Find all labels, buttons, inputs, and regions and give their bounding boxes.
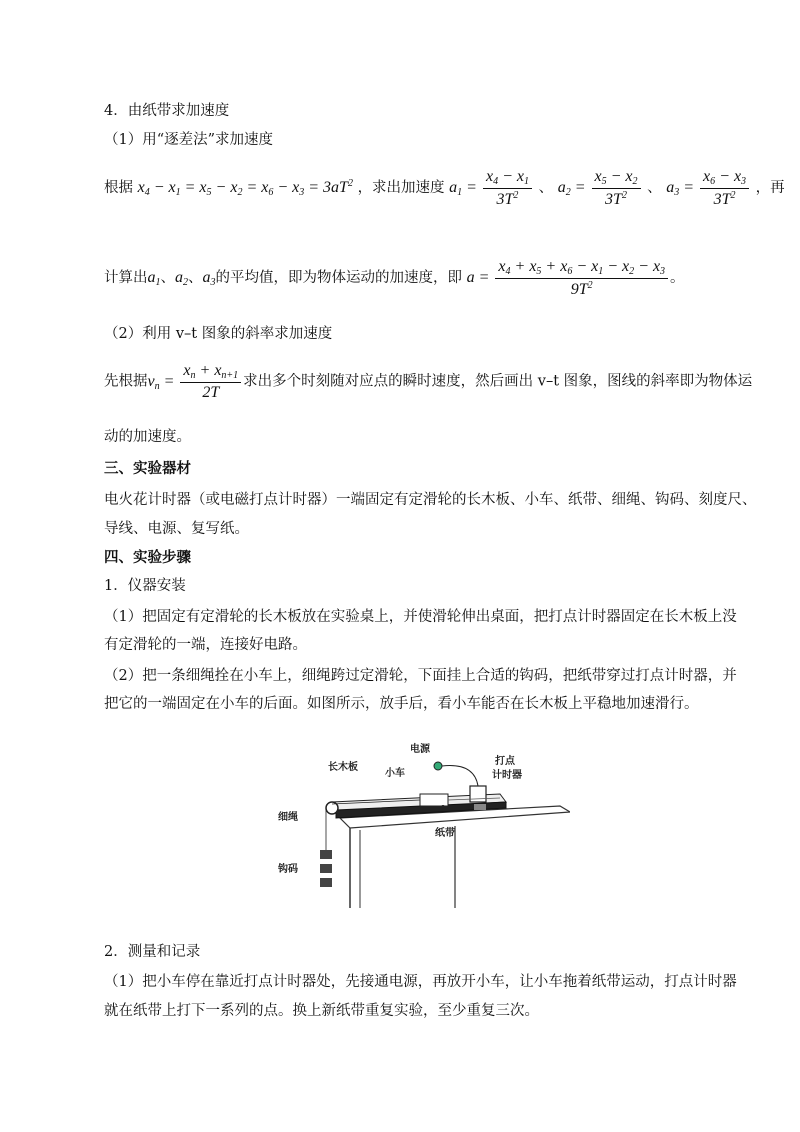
timer-icon (470, 786, 486, 802)
section-3-heading: 三、实验器材 (104, 461, 191, 477)
step-1-2b: 把它的一端固定在小车的后面。如图所示，放手后，看小车能否在长木板上平稳地加速滑行。 (104, 696, 699, 712)
section-3-p2: 导线、电源、复写纸。 (104, 521, 249, 537)
section-4-sub2: （2）利用 v–t 图象的斜率求加速度 (104, 326, 333, 342)
vn-formula: $v_n$ = $\frac{x_n + x_{n+1}}{2T}$ (148, 373, 244, 390)
section-3-p1: 电火花计时器（或电磁打点计时器）一端固定有定滑轮的长木板、小车、纸带、细绳、钩码、刻度尺、 (104, 492, 757, 508)
apparatus-figure (270, 738, 570, 908)
weight-icon (320, 878, 332, 887)
step-1-heading: 1．仪器安装 (104, 578, 186, 594)
p4: 动的加速度。 (104, 429, 191, 445)
p2-end: 。 (670, 270, 685, 287)
average-formula: a = $\frac{x_4 + x_5 + x_6 - x_1 - x_2 - x_3}{9T^2}$ (467, 269, 670, 286)
p2-lead: 计算出 (104, 270, 148, 287)
label-cart: 小车 (385, 768, 405, 779)
cart-icon (420, 794, 448, 806)
step-2-heading: 2．测量和记录 (104, 944, 201, 960)
formula-line-3 (104, 362, 752, 402)
label-board: 长木板 (328, 762, 358, 773)
power-icon (434, 762, 442, 770)
step-1-1b: 有定滑轮的一端，连接好电路。 (104, 637, 307, 653)
a3-term: $a_3$ (202, 269, 216, 289)
label-weights: 钩码 (278, 864, 298, 875)
steps-heading: 四、实验步骤 (104, 550, 191, 566)
label-power: 电源 (410, 744, 430, 755)
weight-icon (320, 864, 332, 873)
p1-end: ，再 (755, 180, 785, 197)
label-timer-2: 计时器 (492, 770, 522, 781)
diff-equation: $x_4 - x_1 = x_5 - x_2 = x_6 - x_3 = 3aT^2$ (137, 178, 353, 199)
a3-formula: $a_3$ = $\frac{x_6 - x_3}{3T^2}$ (666, 179, 751, 196)
p3-lead: 先根据 (104, 373, 148, 390)
label-rope: 细绳 (278, 812, 298, 823)
step-2-1a: （1）把小车停在靠近打点计时器处，先接通电源，再放开小车，让小车拖着纸带运动，打点计时器 (104, 974, 737, 990)
a1-formula: $a_1$ = $\frac{x_4 - x_1}{3T^2}$ (449, 179, 534, 196)
step-1-1a: （1）把固定有定滑轮的长木板放在实验桌上，并使滑轮伸出桌面，把打点计时器固定在长木板上没 (104, 609, 737, 625)
p2-mid: 的平均值，即为物体运动的加速度，即 (215, 270, 462, 287)
label-timer-1: 打点 (495, 756, 515, 767)
section-4-heading: 4．由纸带求加速度 (104, 103, 230, 119)
step-1-2a: （2）把一条细绳拴在小车上，细绳跨过定滑轮，下面挂上合适的钩码，把纸带穿过打点计时器，并 (104, 668, 737, 684)
label-tape: 纸带 (435, 828, 455, 839)
p1-mid: ，求出加速度 (357, 180, 445, 197)
a2-term: $a_2$ (175, 269, 188, 289)
p1-lead: 根据 (104, 180, 133, 197)
p1-sep2: 、 (647, 180, 662, 197)
section-4-sub1: （1）用“逐差法”求加速度 (104, 132, 274, 148)
step-2-1b: 就在纸带上打下一系列的点。换上新纸带重复实验，至少重复三次。 (104, 1003, 539, 1019)
a2-formula: $a_2$ = $\frac{x_5 - x_2}{3T^2}$ (558, 179, 643, 196)
p1-sep1: 、 (538, 180, 554, 197)
p3-mid: 求出多个时刻随对应点的瞬时速度，然后画出 v–t 图象，图线的斜率即为物体运 (243, 373, 753, 390)
formula-line-2: 计算出$a_1$、$a_2$、$a_3$的平均值，即为物体运动的加速度，即 a = $\frac{x_4 + x_5 + x_6 - x_1 - x_2 - x_3}{9T^2}$ 。 (104, 258, 685, 298)
a-terms: $a_1$ (147, 269, 161, 289)
formula-line-1 (104, 168, 785, 209)
weight-icon (320, 850, 332, 859)
